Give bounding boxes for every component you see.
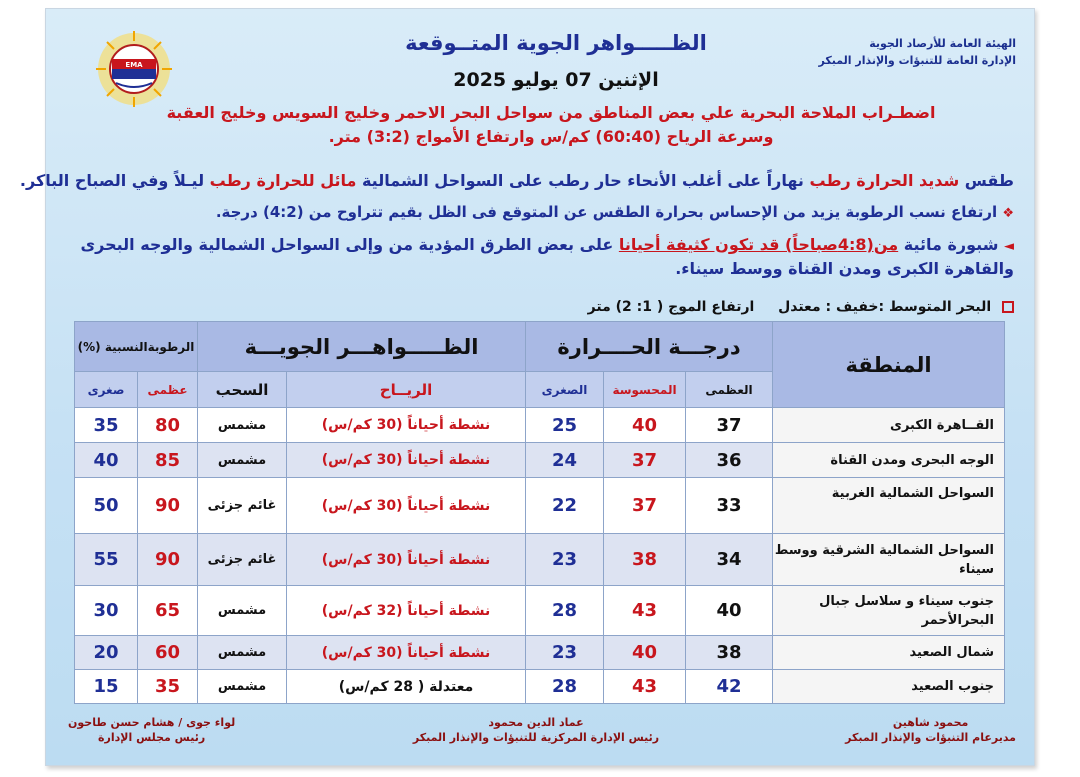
region-name: السواحل الشمالية الغربية [773,478,1005,534]
cloud-cover: مشمس [198,670,287,704]
marine-warning-line-1: اضطـراب الملاحة البحرية علي بعض المناطق من سواحل البحر الاحمر وخليج السويس وخليج العقبة [166,103,936,122]
fog-warning-text: على بعض الطرق المؤدية من وإلى السواحل الشمالية والوجه البحرى [80,235,619,254]
humidity-max: 80 [138,408,198,443]
region-name: شمال الصعيد [773,636,1005,670]
page-title: الظـــــواهر الجوية المتــوقعة [405,31,707,55]
header-region: المنطقة [773,322,1005,408]
min-temp: 22 [526,478,604,534]
table-row [75,478,1005,534]
min-temp: 23 [526,534,604,586]
max-temp: 34 [686,534,773,586]
max-temp: 36 [686,443,773,478]
header-temperature: درجـــة الحــــرارة [526,322,773,372]
feels-like-temp: 40 [604,636,686,670]
sea-label: البحر المتوسط : [878,299,992,315]
humidity-min: 35 [75,408,138,443]
weather-summary [20,171,1014,190]
header-feels-like: المحسوسة [604,372,686,408]
region-name: جنوب سيناء و سلاسل جبال البحرالأحمر [773,586,1005,636]
table-row [75,534,1005,586]
region-name: الوجه البحرى ومدن القناة [773,443,1005,478]
humidity-max: 85 [138,443,198,478]
svg-text:EMA: EMA [125,61,143,69]
signatory-name: عماد الدين محمود [488,716,584,729]
wind-description: نشطة أحياناً (30 كم/س) [287,408,526,443]
feels-like-temp: 37 [604,443,686,478]
header-min-temp: الصغرى [526,372,604,408]
wind-description: معتدلة ( 28 كم/س) [287,670,526,704]
triangle-bullet-icon: ◄ [1004,239,1014,254]
signature-right [845,715,1016,745]
feels-like-temp: 43 [604,670,686,704]
feels-like-temp: 37 [604,478,686,534]
signature-left [68,715,235,745]
mediterranean-sea-state [588,299,1014,315]
org-line-2: الإدارة العامة للتنبؤات والإنذار المبكر [818,54,1016,67]
cloud-cover: مشمس [198,443,287,478]
min-temp: 28 [526,670,604,704]
signatory-title: رئيس مجلس الإدارة [98,731,206,744]
humidity-min: 55 [75,534,138,586]
checkbox-bullet-icon [1002,301,1014,313]
humidity-max: 90 [138,534,198,586]
humidity-max: 60 [138,636,198,670]
fog-warning-continued [675,259,1014,278]
humidity-note-text: ارتفاع نسب الرطوبة يزيد من الإحساس بحرارة الطقس عن المتوقع فى الظل بقيم تتراوح من (4:2) درجة. [215,203,998,221]
signatory-title: مديرعام التنبؤات والإنذار المبكر [845,731,1016,744]
max-temp: 40 [686,586,773,636]
weather-summary-text: ليـلاً وفي الصباح الباكر. [19,171,210,190]
weather-summary-highlight: مائل للحرارة رطب [209,171,357,190]
min-temp: 25 [526,408,604,443]
fog-warning [80,235,1014,254]
signatory-title: رئيس الإدارة المركزية للتنبؤات والإنذار المبكر [412,731,660,744]
min-temp: 23 [526,636,604,670]
humidity-max: 35 [138,670,198,704]
table-row [75,443,1005,478]
fog-warning-text: والقاهرة الكبرى ومدن القناة ووسط سيناء. [675,259,1014,278]
region-name: القــاهرة الكبرى [773,408,1005,443]
feels-like-temp: 38 [604,534,686,586]
humidity-min: 20 [75,636,138,670]
header-clouds: السحب [198,372,287,408]
max-temp: 38 [686,636,773,670]
humidity-max: 90 [138,478,198,534]
header-humidity-min: صغرى [75,372,138,408]
weather-summary-highlight: شديد الحرارة رطب [809,171,960,190]
cloud-cover: غائم جزئى [198,534,287,586]
fog-warning-highlight: من(4:8صباحاً) قد تكون كثيفة أحيانا [618,235,899,254]
min-temp: 24 [526,443,604,478]
fog-warning-text: شبورة مائية [898,235,999,254]
humidity-min: 30 [75,586,138,636]
forecast-table [74,321,1005,704]
header-wind: الريــاح [287,372,526,408]
region-name: السواحل الشمالية الشرقية ووسط سيناء [773,534,1005,586]
marine-warning [166,101,936,149]
max-temp: 33 [686,478,773,534]
forecast-sheet [19,8,1035,766]
humidity-note [216,203,1014,221]
org-line-1: الهيئة العامة للأرصاد الجوية [869,37,1016,50]
ema-logo [94,29,174,109]
wave-height: ارتفاع الموج ( 1: 2) متر [587,299,755,315]
table-row [75,636,1005,670]
cloud-cover: غائم جزئى [198,478,287,534]
humidity-max: 65 [138,586,198,636]
table-row [75,408,1005,443]
wind-description: نشطة أحياناً (32 كم/س) [287,586,526,636]
feels-like-temp: 40 [604,408,686,443]
humidity-min: 40 [75,443,138,478]
signatory-name: محمود شاهين [892,716,969,729]
organization-name [819,35,1016,69]
cloud-cover: مشمس [198,586,287,636]
table-row [75,670,1005,704]
humidity-min: 15 [75,670,138,704]
min-temp: 28 [526,586,604,636]
header-humidity-max: عظمى [138,372,198,408]
wind-description: نشطة أحياناً (30 كم/س) [287,534,526,586]
marine-warning-line-2: وسرعة الرياح (60:40) كم/س وارتفاع الأمواج (3:2) متر. [328,127,774,146]
cloud-cover: مشمس [198,636,287,670]
max-temp: 37 [686,408,773,443]
wind-description: نشطة أحياناً (30 كم/س) [287,443,526,478]
weather-summary-text: نهاراً على أغلب الأنحاء حار رطب على السواحل الشمالية [356,171,810,190]
cloud-cover: مشمس [198,408,287,443]
header-max-temp: العظمى [686,372,773,408]
header-phenomena: الظـــــواهـــر الجويـــة [198,322,526,372]
max-temp: 42 [686,670,773,704]
wind-description: نشطة أحياناً (30 كم/س) [287,478,526,534]
region-name: جنوب الصعيد [773,670,1005,704]
feels-like-temp: 43 [604,586,686,636]
signatory-name: لواء جوى / هشام حسن طاحون [68,716,236,729]
forecast-date: الإثنين 07 يوليو 2025 [453,69,659,91]
sea-state: خفيف : معتدل [778,299,879,315]
signature-center [376,715,696,745]
table-row [75,586,1005,636]
humidity-min: 50 [75,478,138,534]
weather-summary-text: طقس [959,171,1014,190]
header-humidity: الرطوبةالنسبية (%) [75,322,198,372]
wind-description: نشطة أحياناً (30 كم/س) [287,636,526,670]
diamond-bullet-icon: ❖ [1002,206,1014,221]
